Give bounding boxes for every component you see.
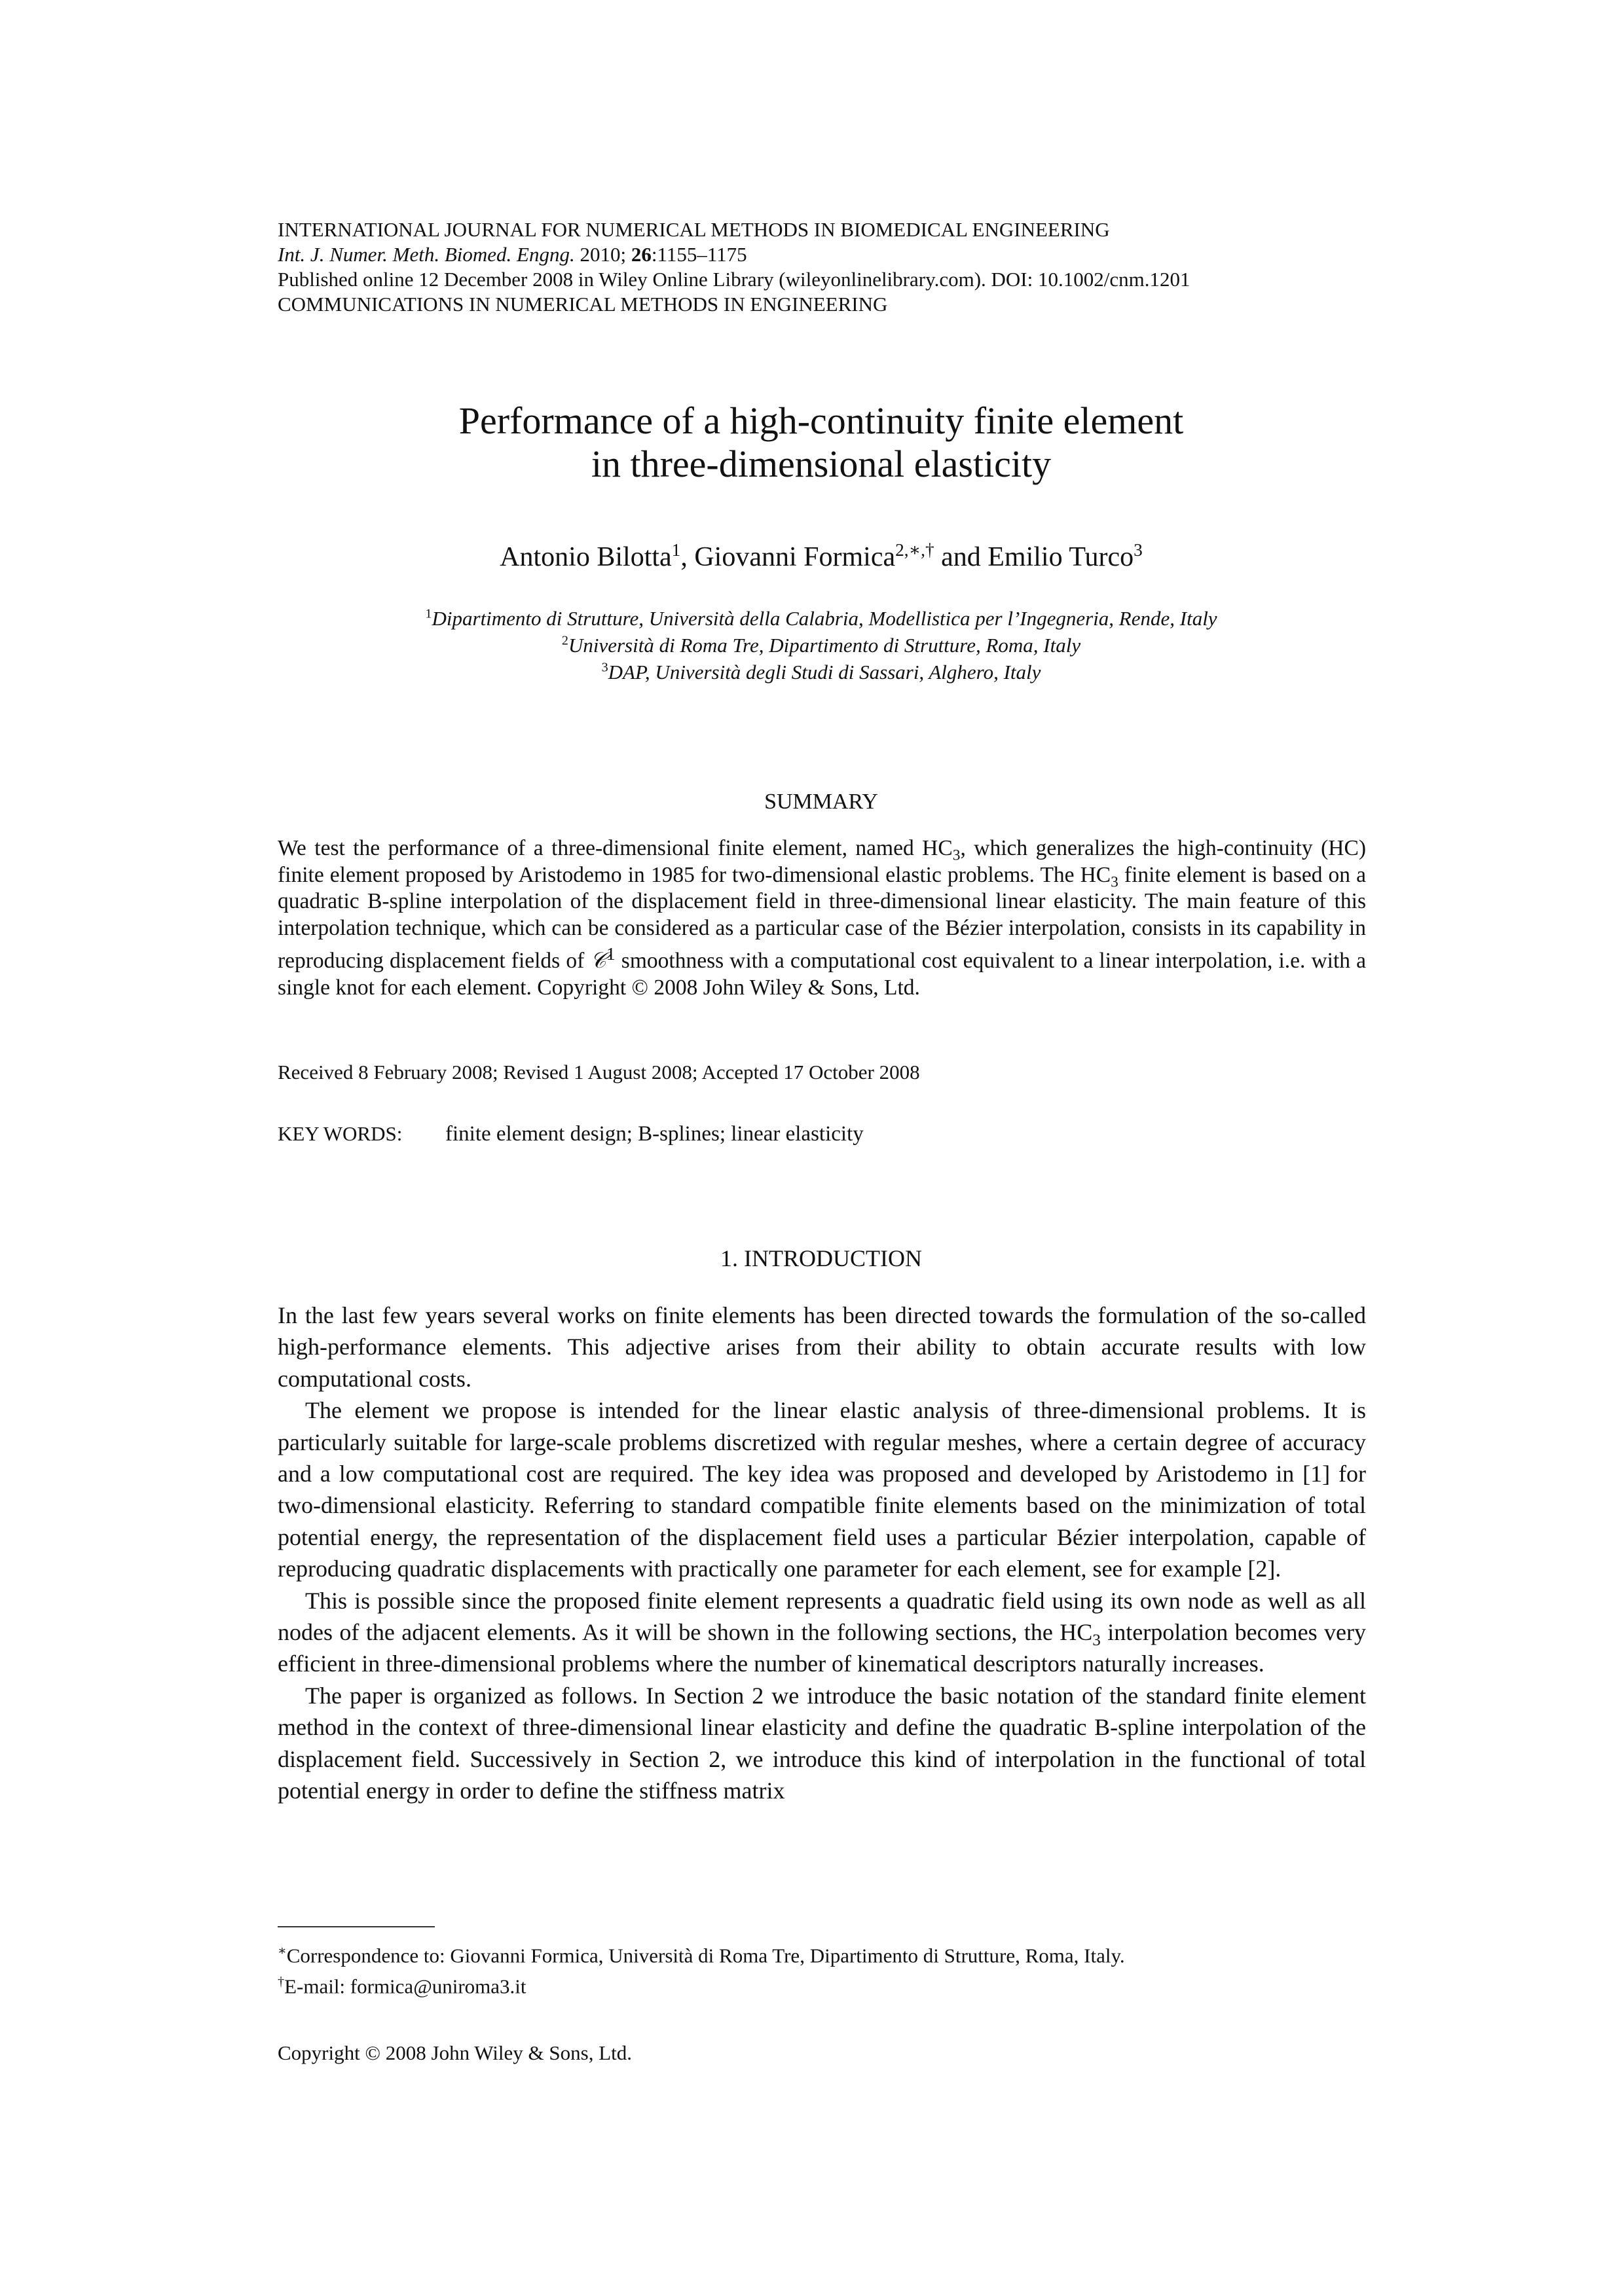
paragraph-fragment: interpolation becomes very efficient in three-dimensional problems where the number of kinematical descriptors naturally increases. [278,1619,1366,1677]
summary-fragment: We test the performance of a three-dimensional finite element, named HC [278,836,953,860]
footnotes [278,1938,1391,2000]
paragraph [278,1585,1366,1680]
journal-title: INTERNATIONAL JOURNAL FOR NUMERICAL METHODS IN BIOMEDICAL ENGINEERING [278,218,1110,241]
keywords-label: KEY WORDS: [278,1122,403,1145]
smoothness-symbol: 𝒞 [590,949,606,974]
summary-heading: SUMMARY [764,790,878,814]
keywords-value: finite element design; B-splines; linear elasticity [445,1122,864,1146]
affiliation-mark: 3 [601,660,608,675]
citation-year: 2010; [580,243,627,266]
paragraph: The paper is organized as follows. In Section 2 we introduce the basic notation of the standard finite element method in the context of three-dimensional linear elasticity and define the quadratic B-spline interpolation of the displacement field. Successively in Section 2, we introduce this kind of interpolation in the functional of total potential energy in order to define the stiffness matrix [278,1682,1366,1804]
summary-fragment: smoothness with a computational cost equivalent to a linear interpolation, i.e. with a single knot for each element. Copyright © 2008 John Wiley & Sons, Ltd. [278,949,1366,1000]
affiliation-line [278,659,1365,685]
footnote-rule [278,1926,435,1927]
journal-header [278,217,1391,317]
former-journal-title: COMMUNICATIONS IN NUMERICAL METHODS IN ENGINEERING [278,293,888,316]
citation-pages: :1155–1175 [651,243,747,266]
author-separator: and [934,542,988,572]
author-name: Emilio Turco [987,542,1134,572]
citation-journal: Int. J. Numer. Meth. Biomed. Engng. [278,243,575,266]
paper-title [278,399,1365,486]
footnote [278,1969,1391,1999]
paragraph: In the last few years several works on finite elements has been directed towards the formulation of the so-called high-performance elements. This adjective arises from their ability to obtain accurate results with low computational costs. [278,1302,1366,1392]
author-mark: 2,∗,† [895,540,934,560]
copyright-notice: Copyright © 2008 John Wiley & Sons, Ltd. [278,2041,633,2064]
summary-subscript: 3 [952,847,961,864]
introduction-body [278,1300,1366,1807]
author-name: Giovanni Formica [694,542,896,572]
citation-volume: 26 [631,243,652,266]
footnote-text: E-mail: formica@uniroma3.it [284,1975,526,1998]
title-line-2: in three-dimensional elasticity [591,443,1052,485]
author-mark: 3 [1134,540,1143,560]
author-name: Antonio Bilotta [500,542,672,572]
footnote [278,1938,1391,1969]
paragraph-fragment: This is possible since the proposed finite element represents a quadratic field using its own node as well as all nodes of the adjacent elements. As it will be shown in the following sections, the HC [278,1587,1366,1646]
summary-subscript: 3 [1111,873,1118,891]
affiliations [278,605,1365,685]
author-separator: , [680,542,695,572]
affiliation-line [278,632,1365,659]
author-list [278,541,1365,574]
footnote-mark: ∗ [278,1944,287,1958]
affiliation-mark: 2 [561,633,568,648]
affiliation-text: Università di Roma Tre, Dipartimento di Strutture, Roma, Italy [568,634,1081,657]
keywords [278,1121,1365,1147]
paragraph-subscript: 3 [1092,1631,1101,1650]
footnote-mark: † [278,1975,285,1990]
section-heading-introduction: 1. INTRODUCTION [720,1245,922,1271]
affiliation-text: DAP, Università degli Studi di Sassari, Alghero, Italy [608,661,1041,683]
footnote-text: Correspondence to: Giovanni Formica, Università di Roma Tre, Dipartimento di Strutture, Roma, Italy. [286,1944,1125,1967]
title-line-1: Performance of a high-continuity finite element [458,399,1184,442]
summary-fragment: finite element is based on a quadratic B-spline interpolation of the displacement field in three-dimensional linear elasticity. The main feature of this interpolation technique, which can be considered as a particular case of the Bézier interpolation, consists in its capability in reproducing displacement fields of [278,862,1366,974]
affiliation-line [278,605,1365,632]
summary-fragment: , which generalizes the high-continuity (HC) finite element proposed by Aristodemo in 1985 for two-dimensional elastic problems. The HC [278,836,1366,887]
affiliation-text: Dipartimento di Strutture, Università della Calabria, Modellistica per l’Ingegneria, Rende, Italy [432,607,1217,630]
paragraph: The element we propose is intended for the linear elastic analysis of three-dimensional problems. It is particularly suitable for large-scale problems discretized with regular meshes, where a certain degree of accuracy and a low computational cost are required. The key idea was proposed and developed by Aristodemo in [1] for two-dimensional elasticity. Referring to standard compatible finite elements based on the minimization of total potential energy, the representation of the displacement field uses a particular Bézier interpolation, capable of reproducing quadratic displacements with practically one parameter for each element, see for example [2]. [278,1397,1366,1582]
received-dates: Received 8 February 2008; Revised 1 August 2008; Accepted 17 October 2008 [278,1061,920,1084]
affiliation-mark: 1 [425,606,432,621]
published-line: Published online 12 December 2008 in Wiley Online Library (wileyonlinelibrary.com). DOI: 10.1002/cnm.1201 [278,268,1190,291]
summary-text [278,835,1366,1001]
smoothness-superscript: 1 [606,944,616,964]
citation-line [278,242,1391,267]
author-mark: 1 [671,540,681,560]
